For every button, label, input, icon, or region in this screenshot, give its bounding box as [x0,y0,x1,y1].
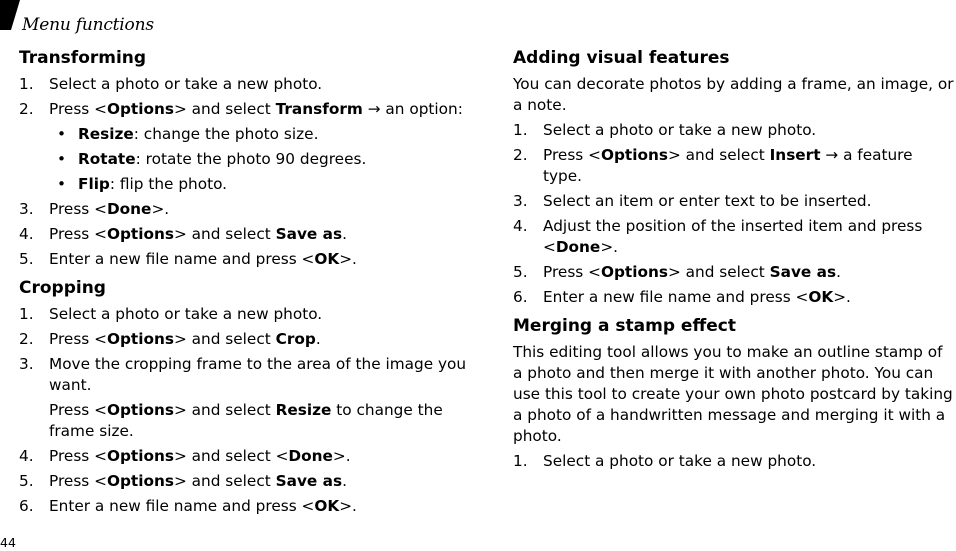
list-item: • Rotate: rotate the photo 90 degrees. [57,150,367,168]
transform-options-list [19,124,474,195]
stamp-effect-steps [513,451,956,472]
list-item: 2. Press <Options> and select Crop. [19,330,321,348]
page-header [0,0,300,40]
section-heading-visual-features: Adding visual features [513,48,730,68]
cropping-steps [19,304,474,396]
list-item: 3. Select an item or enter text to be inserted. [513,192,872,210]
left-column [19,46,474,517]
list-item: 5. Enter a new file name and press <OK>. [19,250,357,268]
transforming-steps [19,74,474,120]
list-item: • Flip: flip the photo. [57,175,228,193]
section-heading-cropping: Cropping [19,278,106,298]
header-title: Menu functions [22,15,154,35]
list-item: 4. Adjust the position of the inserted item and press <Done>. [513,217,923,256]
section-heading-transforming: Transforming [19,48,147,68]
list-item: 6. Enter a new file name and press <OK>. [513,288,851,306]
visual-features-intro: You can decorate photos by adding a frame, an image, or a note. [513,75,954,114]
list-item: 1. Select a photo or take a new photo. [513,121,817,139]
list-item: 4. Press <Options> and select <Done>. [19,447,351,465]
section-heading-stamp-effect: Merging a stamp effect [513,316,736,336]
list-item: 2. Press <Options> and select Insert → a feature type. [513,146,913,185]
list-item: 2. Press <Options> and select Transform → an option: [19,100,463,118]
list-item: 4. Press <Options> and select Save as. [19,225,347,243]
transforming-steps-cont [19,199,474,270]
visual-features-steps [513,120,956,308]
list-item: • Resize: change the photo size. [57,125,319,143]
page-number: 44 [0,535,16,550]
list-item: 1. Select a photo or take a new photo. [513,452,817,470]
stamp-effect-intro: This editing tool allows you to make an outline stamp of a photo and then merge it with another photo. You can use this tool to create your own photo postcard by taking a photo of a handwritten message and merging it with a photo. [513,343,953,445]
cropping-steps-cont [19,446,474,517]
list-item: 3. Press <Done>. [19,200,170,218]
right-column [513,46,956,472]
list-item: 5. Press <Options> and select Save as. [19,472,347,490]
list-item: 6. Enter a new file name and press <OK>. [19,497,357,515]
list-item: 5. Press <Options> and select Save as. [513,263,841,281]
list-item: 1. Select a photo or take a new photo. [19,305,323,323]
header-bar-decoration [0,0,20,30]
cropping-resize-note: Press <Options> and select Resize to change the frame size. [49,401,443,440]
list-item: 3. Move the cropping frame to the area of the image you want. [19,355,467,394]
list-item: 1. Select a photo or take a new photo. [19,75,323,93]
